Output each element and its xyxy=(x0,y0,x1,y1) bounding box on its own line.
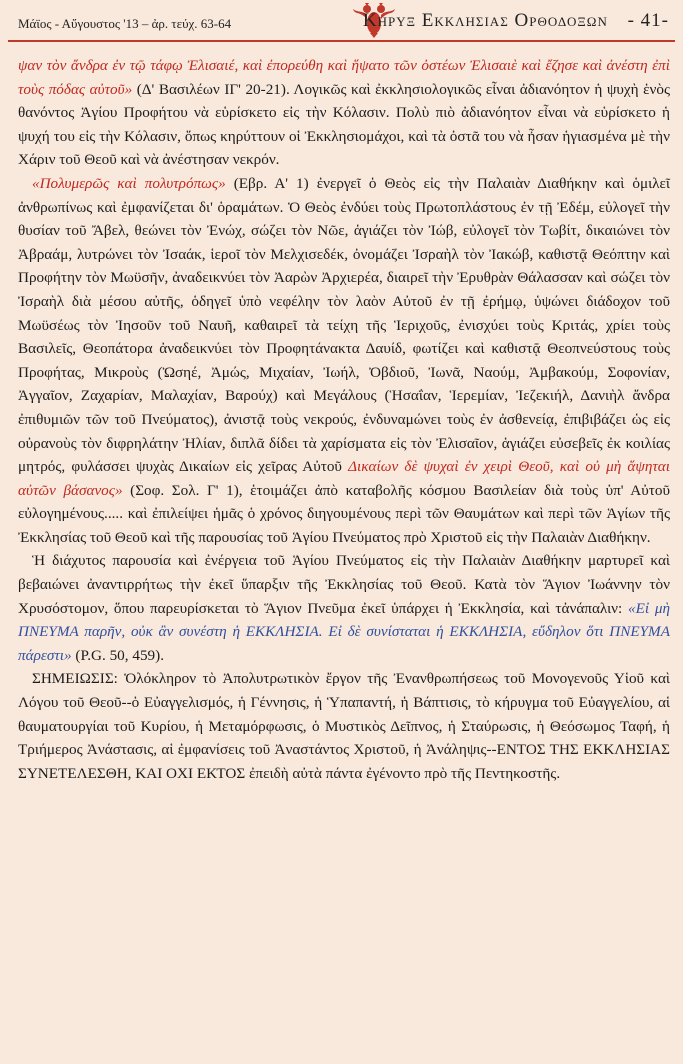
quote-kings: ψαν τὸν ἄνδρα ἐν τῷ τάφῳ Ἐλισαιέ, καὶ ἐπορεύθη καὶ ἥψατο τῶν ὀστέων Ἐλισαιὲ καὶ ἔζησε καὶ ἀνέστη ἐπὶ τοὺς πόδας αὐτοῦ» xyxy=(18,57,670,98)
quote-wisdom: Δικαίων δὲ ψυχαὶ ἐν χειρὶ Θεοῦ, καὶ οὐ μὴ ἅψηται αὐτῶν βάσανος» xyxy=(18,458,670,499)
article-body xyxy=(18,54,670,785)
page-number: - 41- xyxy=(627,10,669,31)
quote-chrysostom: «Εἰ μὴ ΠΝΕΥΜΑ παρῆν, οὐκ ἂν συνέστη ἡ ΕΚΚΛΗΣΙΑ. Εἰ δὲ συνίσταται ἡ ΕΚΚΛΗΣΙΑ, εὔδηλον ὅτι ΠΝΕΥΜΑ πάρεστι» xyxy=(18,599,671,664)
page-header xyxy=(0,0,683,42)
quote-hebrews: «Πολυμερῶς καὶ πολυτρόπως» xyxy=(32,174,226,192)
paragraph-1 xyxy=(18,54,670,172)
paragraph-1-text: (Δ' Βασιλέων ΙΓ' 20-21). Λογικῶς καὶ ἐκκλησιολογικῶς εἶναι ἀδιανόητον ἡ ψυχὴ ἑνὸς θανόντος Ἁγίου Προφήτου νὰ εὑρίσκετο εἰς τὴν Κόλασιν. Πολὺ πιὸ ἀδιανόητον εἶναι νὰ εὑρίσκετο ἡ ψυχή του εἰς τὴν Κόλασιν, ὅπως κηρύττουν οἱ Ἐκκλησιομάχοι, καὶ τὰ ὀστᾶ του νὰ ἦσαν ἡγιασμένα μὲ τὴν Χάριν τοῦ Θεοῦ καὶ νὰ ἀνέστησαν νεκρόν. xyxy=(18,80,670,169)
paragraph-3-ref: (P.G. 50, 459). xyxy=(71,646,165,664)
paragraph-3 xyxy=(18,549,670,667)
paragraph-3-text: Ἡ διάχυτος παρουσία καὶ ἐνέργεια τοῦ Ἁγίου Πνεύματος εἰς τὴν Παλαιὰν Διαθήκην μαρτυρεῖ καὶ βεβαιώνει ἀναντιρρήτως τὴν ἐκεῖ ὕπαρξιν τῆς Ἐκκλησίας τοῦ Θεοῦ. Κατὰ τὸν Ἅγιον Ἰωάννην τὸν Χρυσόστομον, ὅπου παρευρίσκεται τὸ Ἅγιον Πνεῦμα ἐκεῖ ὑπάρχει ἡ Ἐκκλησία, καὶ τἀνάπαλιν: xyxy=(18,552,670,617)
journal-title xyxy=(363,10,669,32)
journal-name: Κηρυξ Εκκλησιας Ορθοδοξων xyxy=(362,10,608,31)
paragraph-2-text-a: (Εβρ. Α' 1) ἐνεργεῖ ὁ Θεὸς εἰς τὴν Παλαιὰν Διαθήκην καὶ ὁμιλεῖ ἀνθρωπίνως καὶ ἐμφανίζεται δι' ὁραμάτων. Ὁ Θεὸς ἐνδύει τοὺς Πρωτοπλάστους ἐν τῇ Ἐδέμ, εὐλογεῖ τὴν θυσίαν τοῦ Ἄβελ, θεώνει τὸν Ἐνώχ, σώζει τὸν Νῶε, ἁγιάζει τὸν Ἰώβ, εὐλογεῖ τὸν Τωβίτ, δικαιώνει τὸν Ἀβραάμ, λυτρώνει τὸν Ἰσαάκ, ἱεροῖ τὸν Μελχισεδέκ, ὀνομάζει Ἰσραὴλ τὸν Ἰακώβ, καθιστᾷ Θεόπτην καὶ Προφήτην τὸν Μωϋσῆν, ἀναδεικνύει τὸν Ἀαρὼν Ἀρχιερέα, διαιρεῖ τὴν Ἐρυθρὰν Θάλασσαν καὶ σώζει τὸν Ἰσραὴλ διὰ μέσου αὐτῆς, ὁδηγεῖ ὑπὸ νεφέλην τὸν λαὸν Αὐτοῦ ἐν τῇ ἐρήμῳ, ὑψώνει διάδοχον τοῦ Μωϋσέως τὸν Ἰησοῦν τοῦ Ναυῆ, καθαιρεῖ τὰ τείχη τῆς Ἱεριχοῦς, ἐνισχύει τοὺς Κριτάς, χρίει τοὺς Βασιλεῖς, Θεοπάτορα ἀναδεικνύει τὸν Προφητάνακτα Δαυίδ, φωτίζει καὶ καθιστᾷ Θεοπνεύστους τοὺς Προφήτας, Μικροὺς (Ὠσηέ, Ἀμώς, Μιχαίαν, Ἰωήλ, Ὀβδιοῦ, Ἰωνᾶ, Ναούμ, Ἀμβακούμ, Σοφονίαν, Ἀγγαῖον, Ζαχαρίαν, Μαλαχίαν, Βαρούχ) καὶ Μεγάλους (Ἡσαΐαν, Ἱερεμίαν, Ἰεζεκιήλ, Δανιὴλ ἄνδρα ἐπιθυμιῶν τῶν τοῦ Πνεύματος), ἀνιστᾷ τοὺς νεκρούς, ἐνδυναμώνει τοὺς ἐν ἀσθενείᾳ, ἐπιβιβάζει ὡς εἰς οὐρανοὺς τὸν διφρηλάτην Ἠλίαν, διπλᾶ δίδει τὰ χαρίσματα εἰς τὸν Ἐλισαῖον, ἁγιάζει εὐσεβεῖς ἐκ κοιλίας μητρός, φυλάσσει ψυχὰς Δικαίων εἰς χεῖρας Αὐτοῦ xyxy=(18,174,671,476)
paragraph-2-text-b: (Σοφ. Σολ. Γ' 1), ἑτοιμάζει ἀπὸ καταβολῆς κόσμου Βασιλείαν διὰ τοὺς ὑπ' Αὐτοῦ εὐλογημένους..... καὶ ἐπιλείψει ἡμᾶς ὁ χρόνος διηγουμένους περὶ τῶν Θαυμάτων καὶ περὶ τῶν Ἁγίων τῆς Ἐκκλησίας τοῦ Θεοῦ καὶ τῆς παρουσίας τοῦ Ἁγίου Πνεύματος πρὸ Χριστοῦ εἰς τὴν Παλαιὰν Διαθήκην. xyxy=(18,481,671,546)
header-divider xyxy=(8,40,675,42)
paragraph-2 xyxy=(18,172,670,550)
issue-info: Μάϊος - Αὔγουστος '13 – ἀρ. τεύχ. 63-64 xyxy=(18,16,232,31)
paragraph-note xyxy=(18,667,670,785)
note-text: ΣΗΜΕΙΩΣΙΣ: Ὁλόκληρον τὸ Ἀπολυτρωτικὸν ἔργον τῆς Ἐνανθρωπήσεως τοῦ Μονογενοῦς Υἱοῦ καὶ Λόγου τοῦ Θεοῦ--ὁ Εὐαγγελισμός, ἡ Γέννησις, ἡ Ὑπαπαντή, ἡ Βάπτισις, τὸ κήρυγμα τοῦ Εὐαγγελίου, αἱ θαυματουργίαι τοῦ Κυρίου, ἡ Μεταμόρφωσις, ὁ Μυστικὸς Δεῖπνος, ἡ Σταύρωσις, ἡ Θεόσωμος Ταφή, ἡ Τριήμερος Ἀνάστασις, αἱ ἐμφανίσεις τοῦ Ἀναστάντος Χριστοῦ, ἡ Ἀνάληψις--ΕΝΤΟΣ ΤΗΣ ΕΚΚΛΗΣΙΑΣ ΣΥΝΕΤΕΛΕΣΘΗ, ΚΑΙ ΟΧΙ ΕΚΤΟΣ ἐπειδὴ αὐτὰ πάντα ἐγένοντο πρὸ τῆς Πεντηκοστῆς. xyxy=(18,670,670,782)
